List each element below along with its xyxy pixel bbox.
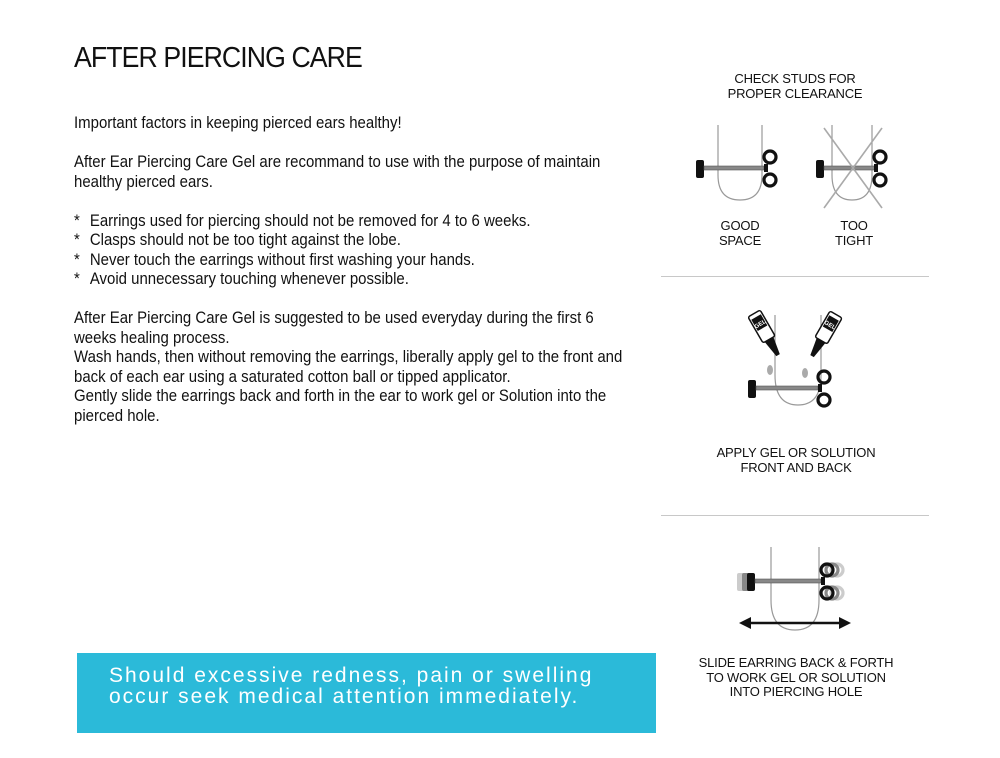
gel-recommendation-text: After Ear Piercing Care Gel are recommand to use with the purpose of maintain healthy pierced ears. (74, 152, 601, 191)
svg-text:GEL: GEL (753, 319, 768, 331)
too-tight-label: TOO TIGHT (835, 218, 873, 248)
slide-earring-illustration (735, 545, 865, 640)
list-item: * Clasps should not be too tight against the lobe. (74, 230, 401, 249)
good-space-ear-icon (696, 125, 776, 200)
good-space-label: GOOD SPACE (718, 218, 762, 248)
double-arrow-icon (739, 617, 851, 629)
gel-bottle-back-icon (802, 311, 842, 378)
slide-earring-caption: SLIDE EARRING BACK & FORTH TO WORK GEL OR SOLUTION INTO PIERCING HOLE (698, 655, 894, 699)
care-bullet-list (74, 211, 637, 289)
clearance-heading: CHECK STUDS FOR PROPER CLEARANCE (727, 71, 863, 101)
stud-earring-motion-icon (737, 564, 843, 599)
application-text: Wash hands, then without removing the earrings, liberally apply gel to the front and back of each ear using a saturated cotton ball or tipped applicator. (74, 347, 623, 386)
bullet-marker: * (74, 230, 80, 249)
bullet-marker: * (74, 210, 80, 230)
list-item: * Never touch the earrings without first washing your hands. (74, 249, 475, 269)
stud-earring-icon (748, 371, 830, 406)
apply-gel-illustration (730, 305, 860, 430)
page-title: AFTER PIERCING CARE (74, 42, 362, 74)
slide-instruction-text: Gently slide the earrings back and forth in the ear to work gel or Solution into the pierced hole. (74, 386, 607, 425)
usage-duration-text: After Ear Piercing Care Gel is suggested to be used everyday during the first 6 weeks healing process. (74, 308, 594, 347)
section-divider (661, 276, 929, 277)
bullet-marker: * (74, 249, 80, 269)
clearance-illustration (690, 120, 910, 220)
gel-bottle-front-icon (748, 310, 784, 375)
apply-gel-caption: APPLY GEL OR SOLUTION FRONT AND BACK (716, 445, 876, 475)
care-instructions (74, 113, 637, 425)
bullet-marker: * (74, 269, 80, 288)
list-item: * Earrings used for piercing should not be removed for 4 to 6 weeks. (74, 210, 531, 230)
svg-text:GEL: GEL (822, 320, 837, 332)
medical-warning-banner (77, 653, 656, 733)
warning-line-1: Should excessive redness, pain or swelling (109, 664, 594, 687)
warning-line-2: occur seek medical attention immediately. (109, 685, 580, 708)
intro-text: Important factors in keeping pierced ears healthy! (74, 113, 402, 132)
usage-instructions (74, 308, 637, 425)
list-item: * Avoid unnecessary touching whenever possible. (74, 269, 409, 288)
section-divider (661, 515, 929, 516)
